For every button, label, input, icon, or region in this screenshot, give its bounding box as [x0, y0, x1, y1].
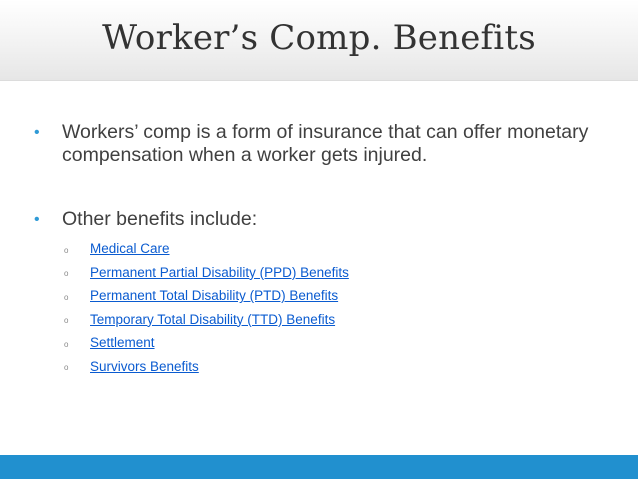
slide-title: Worker’s Comp. Benefits	[102, 18, 536, 58]
sub-bullet-marker: o	[64, 245, 69, 255]
list-item	[64, 355, 349, 379]
link-medical-care[interactable]: Medical Care	[90, 241, 170, 257]
link-settlement[interactable]: Settlement	[90, 335, 155, 351]
list-item	[64, 284, 349, 308]
sub-bullet-marker: o	[64, 292, 69, 302]
bullet-marker: •	[34, 211, 40, 228]
benefits-link-list	[64, 237, 349, 378]
list-item	[64, 331, 349, 355]
link-survivors-benefits[interactable]: Survivors Benefits	[90, 358, 199, 374]
link-ptd-benefits[interactable]: Permanent Total Disability (PTD) Benefits	[90, 288, 339, 304]
bullet-marker: •	[34, 124, 40, 141]
sub-bullet-marker: o	[64, 339, 69, 349]
list-item	[64, 237, 349, 261]
footer-accent-bar	[0, 455, 638, 479]
list-item	[64, 261, 349, 285]
sub-bullet-marker: o	[64, 269, 69, 279]
list-item	[64, 308, 349, 332]
bullet-item	[34, 208, 602, 231]
sub-bullet-marker: o	[64, 363, 69, 373]
link-ppd-benefits[interactable]: Permanent Partial Disability (PPD) Benefits	[90, 264, 349, 280]
bullet-text: Workers’ comp is a form of insurance that can offer monetary compensation when a worker gets injured.	[62, 121, 589, 166]
link-ttd-benefits[interactable]: Temporary Total Disability (TTD) Benefits	[90, 311, 336, 327]
bullet-item	[34, 121, 602, 167]
bullet-text: Other benefits include:	[62, 208, 258, 230]
sub-bullet-marker: o	[64, 316, 69, 326]
